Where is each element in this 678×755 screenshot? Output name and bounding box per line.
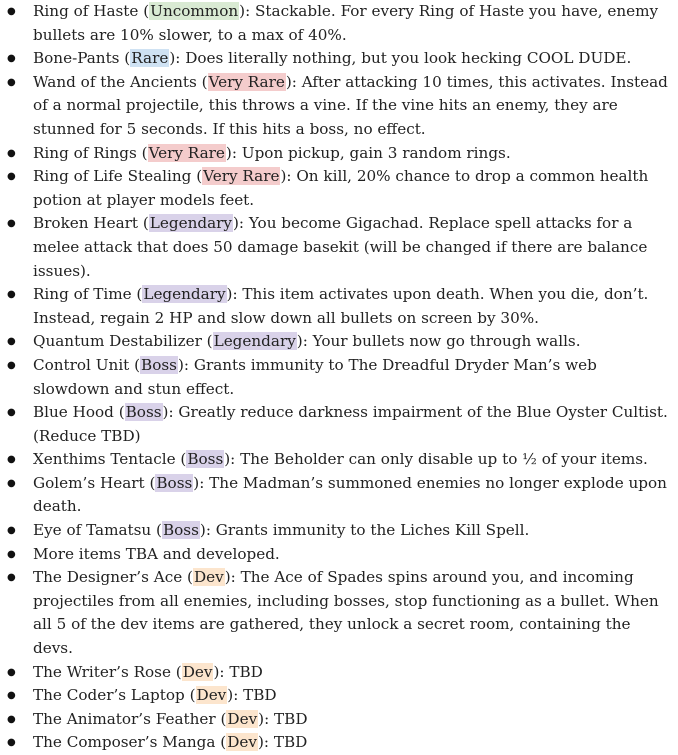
list-item <box>0 543 672 567</box>
list-item: ● The Designer’s Ace (Dev): The Ace of Spades spins around you, and incoming projectiles from all enemies, including bosses, stop functioning as a bullet. When all 5 of the dev items are gathered, they unlock a secret room, containing the devs. <box>0 566 672 660</box>
item-name: Ring of Life Stealing <box>33 167 192 186</box>
rarity-tag: Dev <box>196 686 227 705</box>
rarity-tag: Boss <box>125 403 162 422</box>
list-item: ● The Composer’s Manga (Dev): TBD <box>0 731 672 755</box>
rarity-tag: Boss <box>162 521 199 540</box>
item-name: The Coder’s Laptop <box>33 686 185 705</box>
rarity-tag: Very Rare <box>208 72 285 91</box>
item-name: Wand of the Ancients <box>33 72 197 91</box>
item-description: TBD <box>229 662 263 681</box>
item-name: The Composer’s Manga <box>33 733 216 752</box>
item-description: Upon pickup, gain 3 random rings. <box>241 143 511 162</box>
item-name: Xenthims Tentacle <box>33 450 176 469</box>
rarity-tag: Legendary <box>143 285 226 304</box>
rarity-tag: Legendary <box>213 332 296 351</box>
rarity-tag: Very Rare <box>148 143 225 162</box>
item-name: Ring of Time <box>33 285 132 304</box>
item-name: Golem’s Heart <box>33 473 145 492</box>
item-description: Stackable. For every Ring of Haste you have, enemy bullets are 10% slower, to a max of 40%. <box>33 2 659 44</box>
rarity-tag: Dev <box>227 733 257 752</box>
list-item: ● Xenthims Tentacle (Boss): The Beholder can only disable up to ½ of your items. <box>0 448 672 472</box>
item-name: Ring of Rings <box>33 143 137 162</box>
list-item: ● Bone-Pants (Rare): Does literally nothing, but you look hecking COOL DUDE. <box>0 47 672 71</box>
list-item: ● Blue Hood (Boss): Greatly reduce darkness impairment of the Blue Oyster Cultist. (Reduce TBD) <box>0 401 672 448</box>
item-name: Broken Heart <box>33 214 139 233</box>
rarity-tag: Dev <box>193 568 224 587</box>
item-description: Your bullets now go through walls. <box>312 332 581 351</box>
item-description: Grants immunity to The Dreadful Dryder Man’s web slowdown and stun effect. <box>33 355 597 398</box>
item-description: After attacking 10 times, this activates. Instead of a normal projectile, this throws a vine. If the vine hits an enemy, they are stunned for 5 seconds. If this hits a boss, no effect. <box>33 72 668 138</box>
item-name: Eye of Tamatsu <box>33 521 152 540</box>
list-item: ● The Coder’s Laptop (Dev): TBD <box>0 684 672 708</box>
item-name: The Writer’s Rose <box>33 662 171 681</box>
item-description: TBD <box>273 733 308 752</box>
item-description: Grants immunity to the Liches Kill Spell. <box>215 521 530 540</box>
rarity-tag: Boss <box>156 473 193 492</box>
list-item: ● The Animator’s Feather (Dev): TBD <box>0 708 672 732</box>
list-item: ● Ring of Life Stealing (Very Rare): On kill, 20% chance to drop a common health potion at player models feet. <box>0 165 672 212</box>
item-description: The Beholder can only disable up to ½ of your items. <box>240 450 648 469</box>
list-item: ● Broken Heart (Legendary): You become Gigachad. Replace spell attacks for a melee attack that does 50 damage basekit (will be changed if there are balance issues). <box>0 212 672 283</box>
item-description: TBD <box>243 686 277 705</box>
item-description: On kill, 20% chance to drop a common health potion at player models feet. <box>33 167 649 209</box>
list-item: ● Ring of Time (Legendary): This item activates upon death. When you die, don’t. Instead, regain 2 HP and slow down all bullets on screen by 30%. <box>0 283 672 330</box>
item-name: The Designer’s Ace <box>33 568 183 587</box>
item-name: Ring of Haste <box>33 2 139 20</box>
rarity-tag: Rare <box>131 49 169 68</box>
rarity-tag: Boss <box>187 450 224 469</box>
rarity-tag: Dev <box>227 709 258 728</box>
rarity-tag: Boss <box>141 355 177 374</box>
list-item: ● Golem’s Heart (Boss): The Madman’s summoned enemies no longer explode upon death. <box>0 472 672 519</box>
list-item: ● Control Unit (Boss): Grants immunity to The Dreadful Dryder Man’s web slowdown and stun effect. <box>0 354 672 401</box>
rarity-tag: Legendary <box>149 214 232 233</box>
list-item: ● The Writer’s Rose (Dev): TBD <box>0 661 672 685</box>
item-description: TBD <box>274 709 308 728</box>
item-name: The Animator’s Feather <box>33 709 216 728</box>
item-name: Quantum Destabilizer <box>33 332 202 351</box>
rarity-tag: Dev <box>182 662 213 681</box>
list-item: ● Quantum Destabilizer (Legendary): Your bullets now go through walls. <box>0 330 672 354</box>
rarity-tag: Very Rare <box>203 167 280 186</box>
list-item: ● Ring of Haste (Uncommon): Stackable. For every Ring of Haste you have, enemy bullets are 10% slower, to a max of 40%. <box>0 0 672 47</box>
list-item: ● Wand of the Ancients (Very Rare): After attacking 10 times, this activates. Instead of a normal projectile, this throws a vine. If the vine hits an enemy, they are stunned for 5 seconds. If this hits a boss, no effect. <box>0 71 672 142</box>
item-description: Greatly reduce darkness impairment of the Blue Oyster Cultist. (Reduce TBD) <box>33 403 668 445</box>
item-name: Control Unit <box>33 355 130 374</box>
list-item: ● Eye of Tamatsu (Boss): Grants immunity to the Liches Kill Spell. <box>0 519 672 543</box>
item-description: This item activates upon death. When you die, don’t. Instead, regain 2 HP and slow down all bullets on screen by 30%. <box>33 285 649 327</box>
item-description: You become Gigachad. Replace spell attacks for a melee attack that does 50 damage basekit (will be changed if there are balance issues). <box>33 214 648 280</box>
item-name: Blue Hood <box>33 403 114 422</box>
rarity-tag: Uncommon <box>150 2 239 20</box>
item-name: Bone-Pants <box>33 49 120 68</box>
item-note: More items TBA and developed. <box>33 544 280 563</box>
item-description: The Madman’s summoned enemies no longer explode upon death. <box>33 473 667 516</box>
item-description: Does literally nothing, but you look hecking COOL DUDE. <box>185 49 632 68</box>
item-description: The Ace of Spades spins around you, and incoming projectiles from all enemies, including bosses, stop functioning as a bullet. When all 5 of the dev items are gathered, they unlock a secret room, containing the devs. <box>33 568 659 658</box>
list-item: ● Ring of Rings (Very Rare): Upon pickup, gain 3 random rings. <box>0 142 672 166</box>
